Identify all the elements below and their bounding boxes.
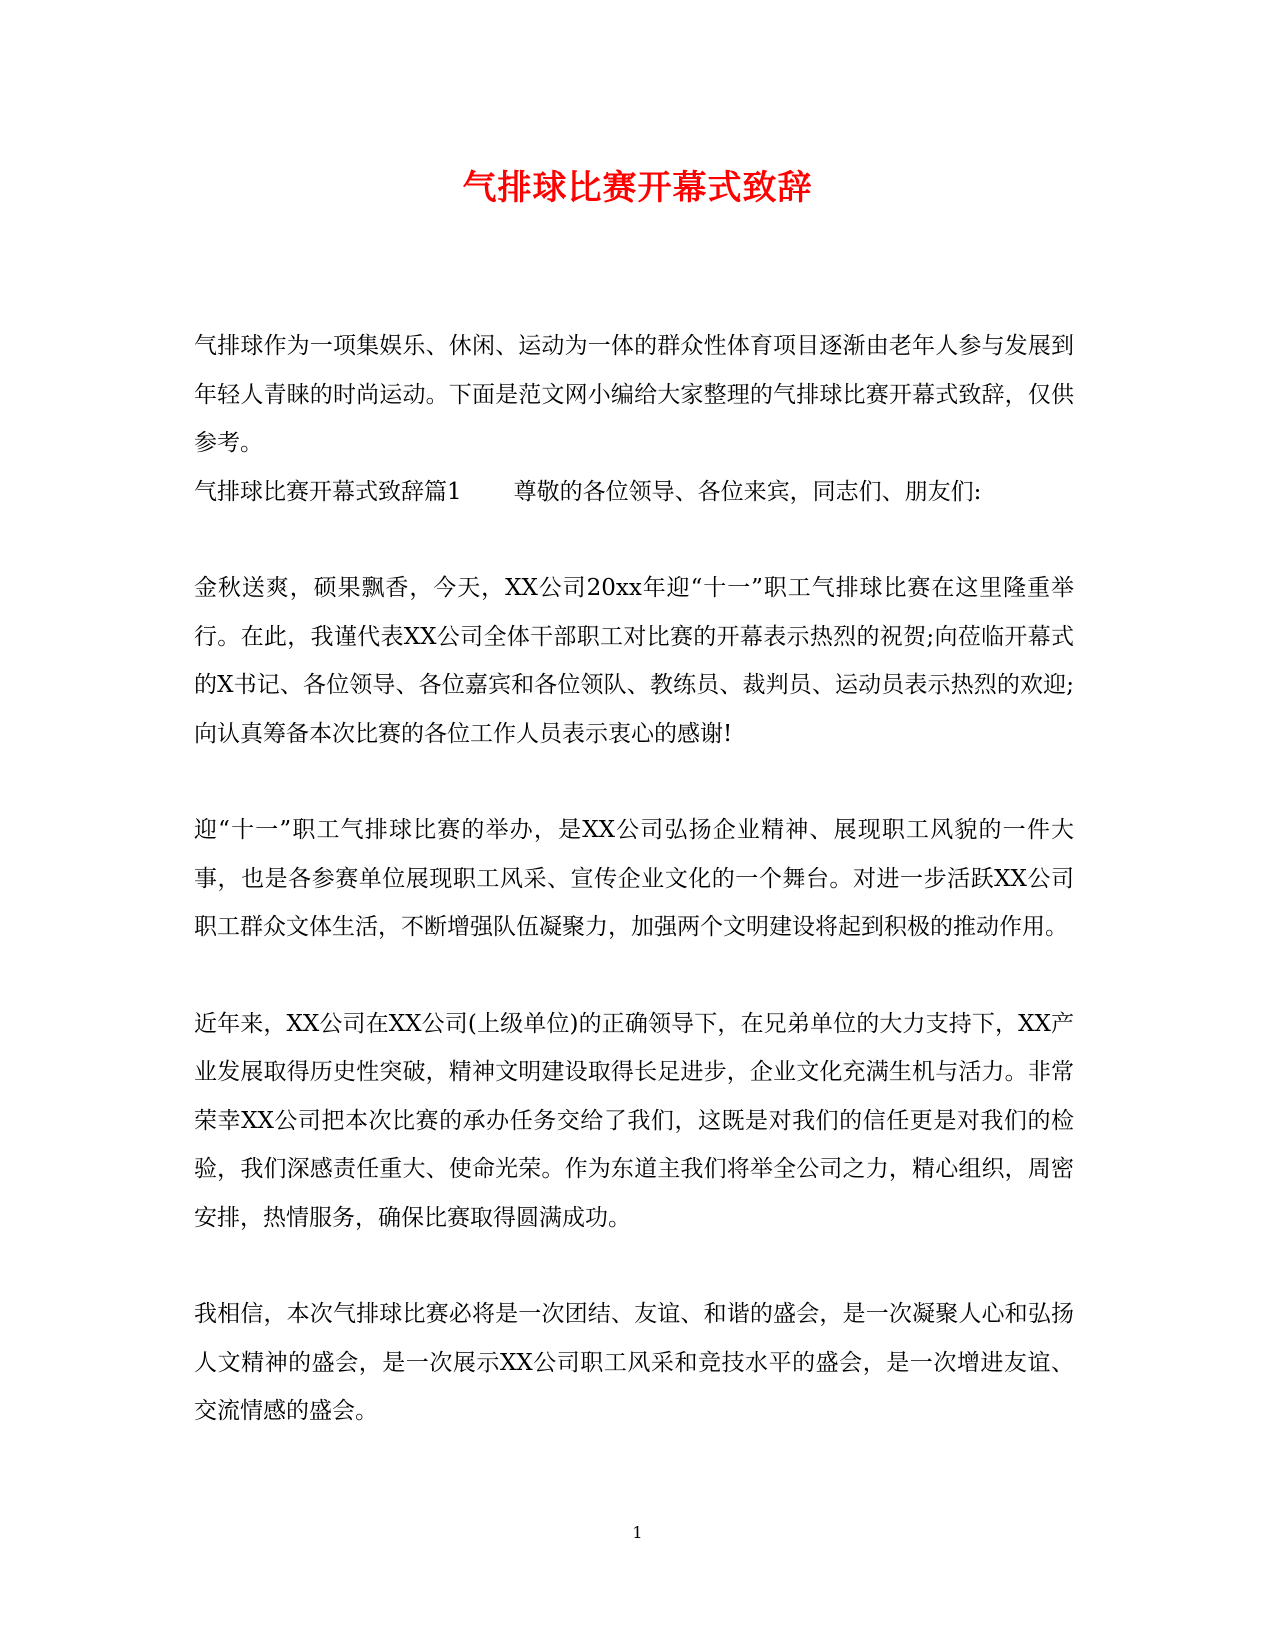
paragraph-spacer — [194, 952, 1074, 1000]
page-number: 1 — [632, 1523, 643, 1542]
section-heading: 气排球比赛开幕式致辞篇1 — [194, 478, 462, 505]
paragraph-spacer — [194, 758, 1074, 806]
body-paragraph: 近年来，XX公司在XX公司(上级单位)的正确领导下，在兄弟单位的大力支持下，XX产业发展取得历史性突破，精神文明建设取得长足进步，企业文化充满生机与活力。非常荣幸XX公司把本次比赛的承办任务交给了我们，这既是对我们的信任更是对我们的检验，我们深感责任重大、使命光荣。作为东道主我们将举全公司之力，精心组织，周密安排，热情服务，确保比赛取得圆满成功。 — [194, 1010, 1074, 1231]
intro-paragraph: 气排球作为一项集娱乐、休闲、运动为一体的群众性体育项目逐渐由老年人参与发展到年轻人青睐的时尚运动。下面是范文网小编给大家整理的气排球比赛开幕式致辞，仅供参考。 — [194, 333, 1074, 456]
section-heading-line — [194, 468, 1074, 517]
body-paragraph: 金秋送爽，硕果飘香，今天，XX公司20xx年迎“十一”职工气排球比赛在这里隆重举行。在此，我谨代表XX公司全体干部职工对比赛的开幕表示热烈的祝贺;向莅临开幕式的X书记、各位领导、各位嘉宾和各位领队、教练员、裁判员、运动员表示热烈的欢迎;向认真筹备本次比赛的各位工作人员表示衷心的感谢! — [194, 575, 1074, 747]
body-paragraph: 我相信，本次气排球比赛必将是一次团结、友谊、和谐的盛会，是一次凝聚人心和弘扬人文精神的盛会，是一次展示XX公司职工风采和竞技水平的盛会，是一次增进友谊、交流情感的盛会。 — [194, 1301, 1074, 1424]
document-title: 气排球比赛开幕式致辞 — [462, 168, 813, 208]
document-body — [194, 322, 1074, 1436]
salutation: 尊敬的各位领导、各位来宾，同志们、朋友们: — [513, 478, 982, 505]
body-paragraph: 迎“十一”职工气排球比赛的举办，是XX公司弘扬企业精神、展现职工风貌的一件大事，也是各参赛单位展现职工风采、宣传企业文化的一个舞台。对进一步活跃XX公司职工群众文体生活，不断增强队伍凝聚力，加强两个文明建设将起到积极的推动作用。 — [194, 817, 1074, 940]
paragraph-spacer — [194, 516, 1074, 564]
paragraph-spacer — [194, 1242, 1074, 1290]
